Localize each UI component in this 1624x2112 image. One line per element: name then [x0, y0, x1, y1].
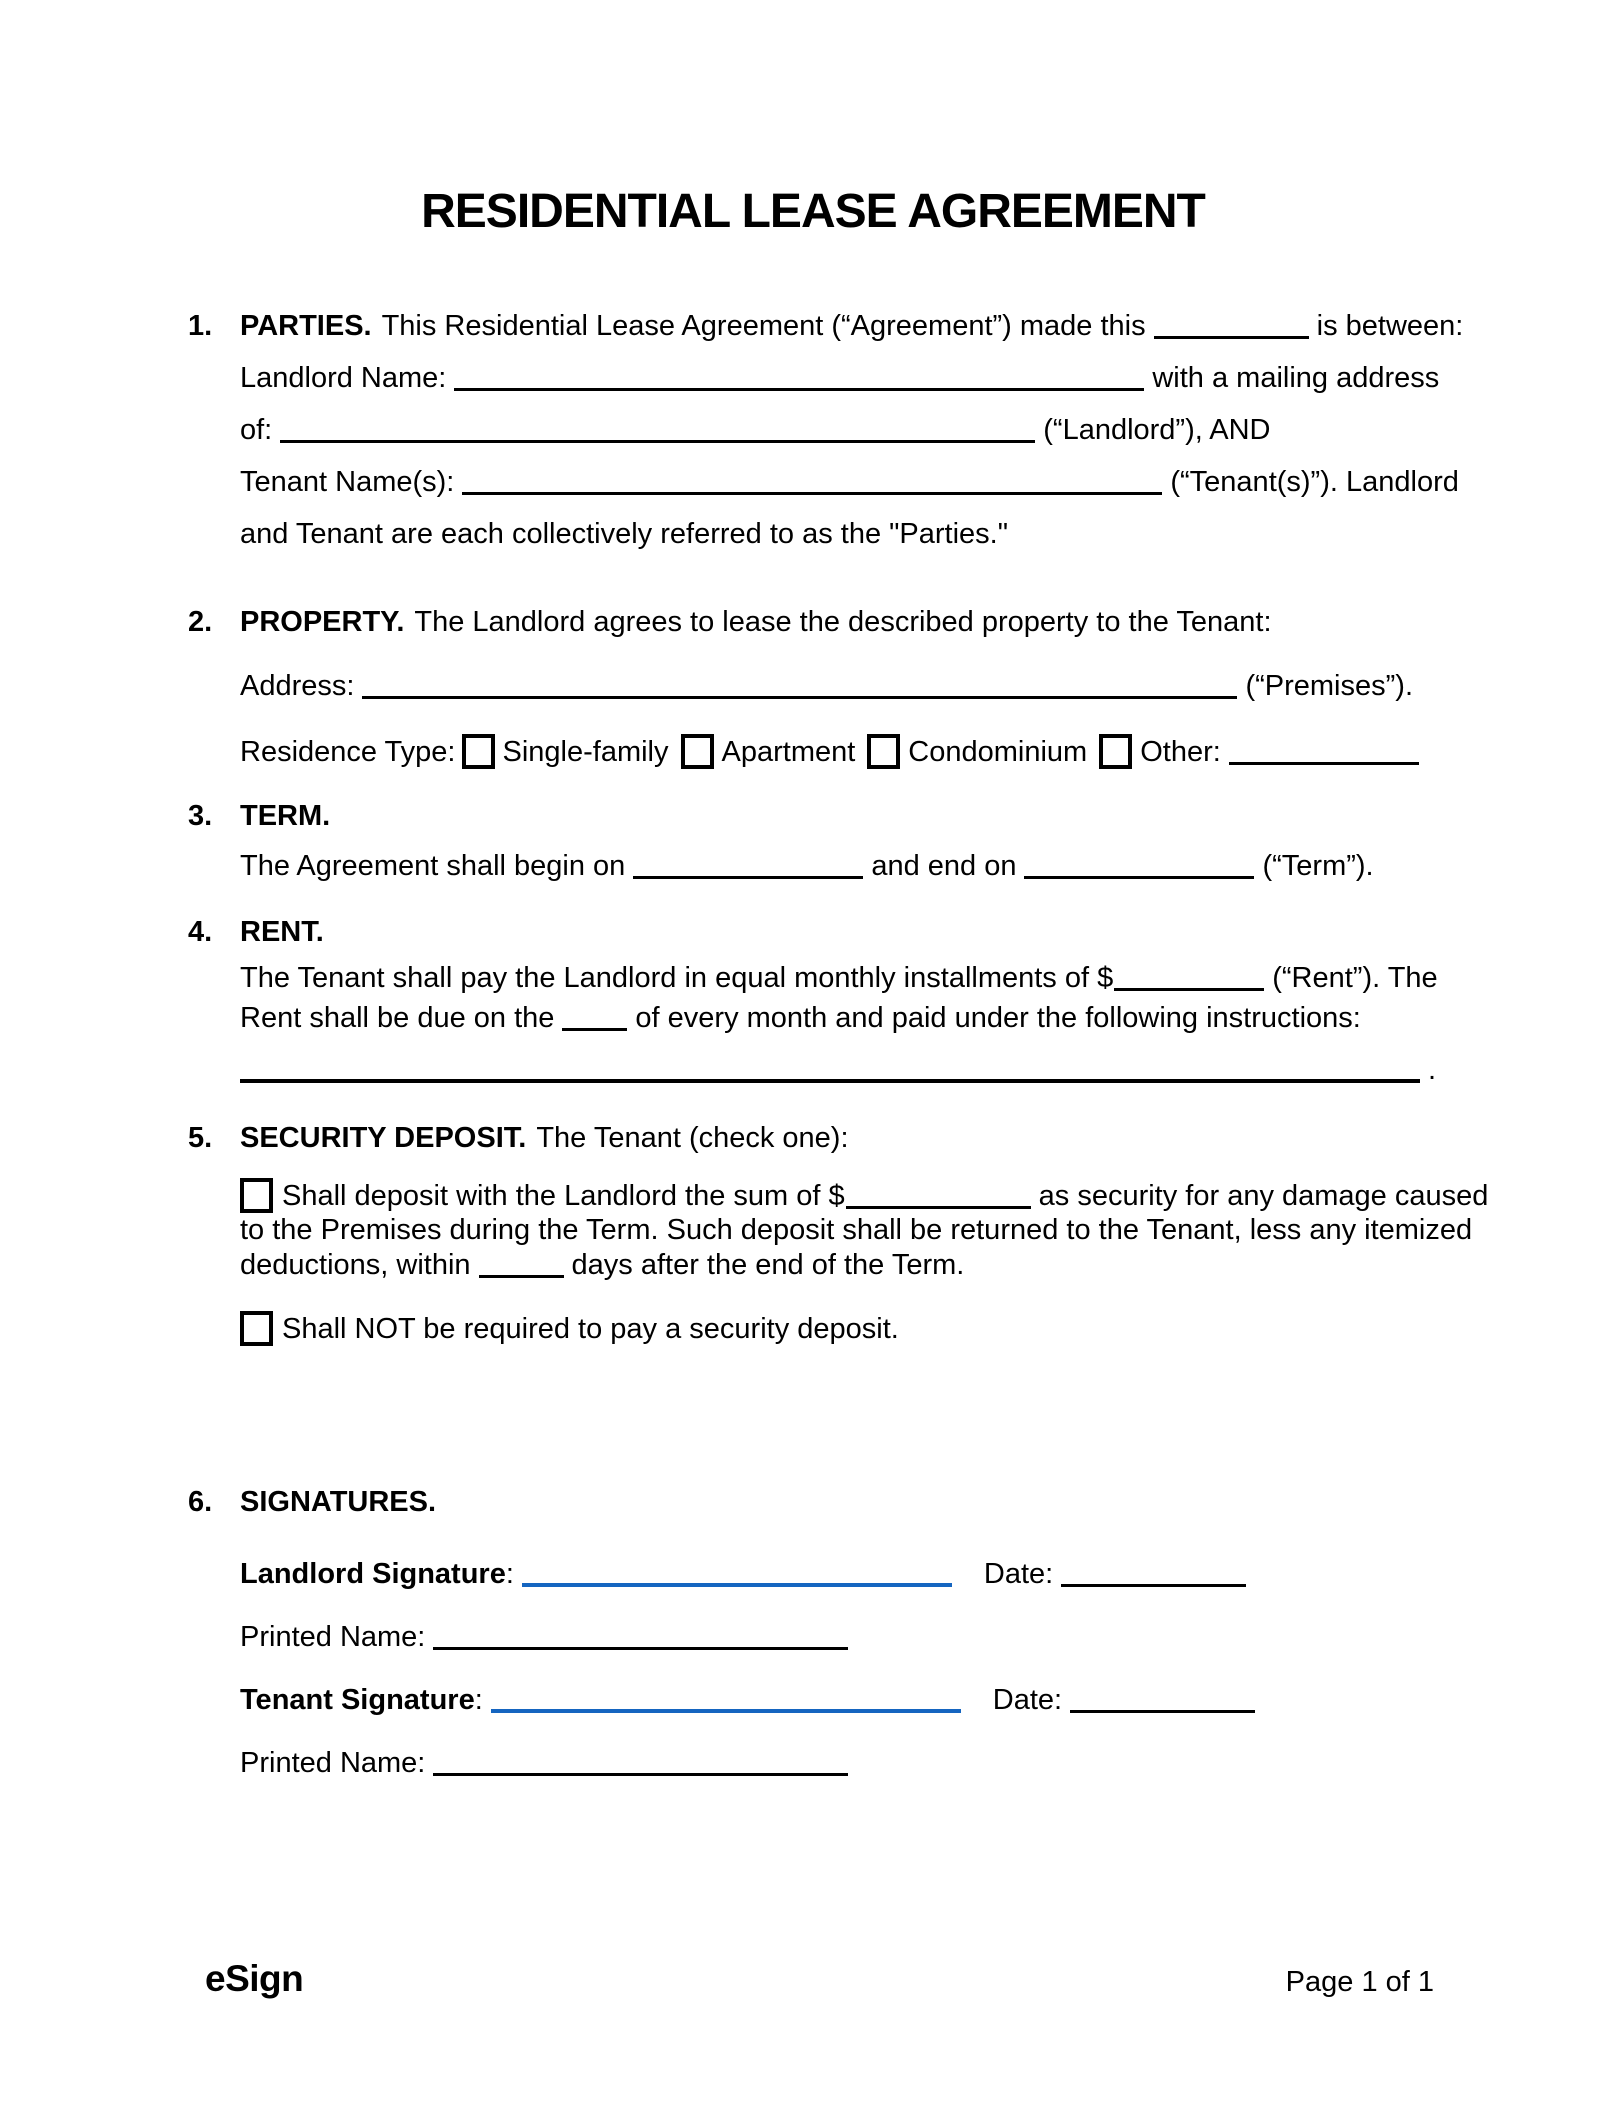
tenant-date-field[interactable]: [1070, 1683, 1255, 1713]
rent-instructions-text: of every month and paid under the following instructions:: [635, 1002, 1361, 1034]
rent-defined-tail: (“Rent”). The: [1272, 962, 1438, 994]
printed-name-label: Printed Name:: [240, 1621, 426, 1653]
property-address-line: [240, 660, 1438, 712]
term-defined-tail: (“Term”).: [1262, 850, 1374, 882]
landlord-name-field[interactable]: [454, 361, 1144, 391]
term-heading-label: TERM.: [240, 800, 331, 832]
landlord-signature-row: [240, 1548, 1438, 1600]
landlord-name-tail: with a mailing address: [1152, 362, 1440, 394]
term-heading-line: [240, 790, 1438, 842]
deposit-option-1: [240, 1178, 1489, 1283]
term-end-text: and end on: [871, 850, 1017, 882]
rent-line-1: [240, 958, 1438, 998]
deposit-term-end-text: days after the end of the Term.: [571, 1249, 965, 1281]
section-number: 3.: [188, 800, 213, 832]
option-label-apartment: Apartment: [721, 736, 856, 768]
parties-line-4: [240, 456, 1459, 508]
option-label-condominium: Condominium: [908, 736, 1088, 768]
section-signatures: [188, 1476, 1438, 1789]
section-security-deposit: [188, 1112, 1489, 1346]
tenant-names-label: Tenant Name(s):: [240, 466, 455, 498]
residence-type-label: Residence Type:: [240, 736, 456, 768]
label-colon: :: [474, 1684, 483, 1716]
mailing-address-label: of:: [240, 414, 273, 446]
page-footer: [205, 1958, 1434, 2000]
section-number: 6.: [188, 1486, 213, 1518]
section-number: 5.: [188, 1122, 213, 1154]
esign-logo: eSign: [205, 1958, 304, 1999]
deposit-option-2: [240, 1311, 1438, 1346]
deposit-amount-field[interactable]: [846, 1179, 1031, 1209]
deposit-days-field[interactable]: [479, 1248, 564, 1278]
landlord-address-field[interactable]: [280, 413, 1035, 443]
section-number: 1.: [188, 310, 213, 342]
parties-intro-tail: is between:: [1316, 310, 1464, 342]
deposit-return-text: to the Premises during the Term. Such deposit shall be returned to the Tenant, less any itemized: [240, 1214, 1473, 1246]
premises-tail: (“Premises”).: [1245, 670, 1413, 702]
landlord-printed-name-field[interactable]: [433, 1620, 848, 1650]
label-colon: :: [505, 1558, 514, 1590]
parties-line-2: [240, 352, 1438, 404]
deposit-deductions-text: deductions, within: [240, 1249, 471, 1281]
deposit-option-1-line-1: [240, 1178, 1489, 1213]
rent-line-3: [240, 1044, 1438, 1096]
landlord-signature-field[interactable]: [522, 1557, 952, 1587]
parties-line-5: [240, 508, 1438, 560]
landlord-printed-name-row: [240, 1611, 1438, 1663]
deposit-heading-text: The Tenant (check one):: [536, 1122, 849, 1154]
tenant-names-field[interactable]: [462, 465, 1162, 495]
tenant-signature-label: Tenant Signature: [240, 1684, 475, 1716]
rent-line-2: [240, 998, 1438, 1038]
property-address-field[interactable]: [362, 669, 1237, 699]
address-label: Address:: [240, 670, 355, 702]
checkbox-shall-deposit[interactable]: [240, 1178, 273, 1213]
rent-amount-field[interactable]: [1114, 961, 1264, 991]
tenant-printed-name-row: [240, 1737, 1438, 1789]
parties-line-3: [240, 404, 1438, 456]
signatures-heading-line: [240, 1476, 1438, 1528]
term-start-date-field[interactable]: [633, 849, 863, 879]
tenant-signature-field[interactable]: [491, 1683, 961, 1713]
rent-due-day-field[interactable]: [562, 1001, 627, 1031]
printed-name-label: Printed Name:: [240, 1747, 426, 1779]
landlord-name-label: Landlord Name:: [240, 362, 447, 394]
parties-heading-label: PARTIES.: [240, 310, 372, 342]
parties-closing-text: and Tenant are each collectively referred to as the "Parties.": [240, 518, 1009, 550]
parties-line-1: [240, 300, 1464, 352]
parties-intro-text: This Residential Lease Agreement (“Agreement”) made this: [381, 310, 1146, 342]
term-end-date-field[interactable]: [1024, 849, 1254, 879]
section-property: [188, 596, 1438, 778]
section-term: [188, 790, 1438, 890]
deposit-heading-line: [240, 1112, 1438, 1164]
checkbox-apartment[interactable]: [681, 734, 714, 769]
residence-type-line: [240, 726, 1438, 778]
landlord-date-field[interactable]: [1061, 1557, 1246, 1587]
checkbox-no-deposit[interactable]: [240, 1311, 273, 1346]
rent-line-3-period: .: [1428, 1054, 1437, 1086]
other-residence-field[interactable]: [1229, 735, 1419, 765]
date-label: Date:: [983, 1558, 1054, 1590]
section-rent: [188, 906, 1438, 1096]
checkbox-single-family[interactable]: [462, 734, 495, 769]
rent-heading-line: [240, 906, 1438, 958]
date-label: Date:: [992, 1684, 1063, 1716]
section-number: 4.: [188, 916, 213, 948]
payment-instructions-field[interactable]: [240, 1053, 1420, 1083]
term-begin-text: The Agreement shall begin on: [240, 850, 626, 882]
deposit-heading-label: SECURITY DEPOSIT.: [240, 1122, 527, 1154]
tenant-printed-name-field[interactable]: [433, 1746, 848, 1776]
landlord-signature-label: Landlord Signature: [240, 1558, 506, 1590]
document-title: RESIDENTIAL LEASE AGREEMENT: [421, 185, 1205, 238]
term-body-line: [240, 842, 1438, 890]
rent-amount-text: The Tenant shall pay the Landlord in equal monthly installments of $: [240, 962, 1114, 994]
section-number: 2.: [188, 606, 213, 638]
deposit-sum-text: Shall deposit with the Landlord the sum of $: [282, 1180, 845, 1212]
no-deposit-text: Shall NOT be required to pay a security deposit.: [282, 1313, 899, 1345]
deposit-option-1-line-3: [240, 1248, 1438, 1283]
deposit-option-1-line-2: [240, 1213, 1473, 1248]
made-this-date-field[interactable]: [1154, 309, 1309, 339]
rent-due-text: Rent shall be due on the: [240, 1002, 555, 1034]
option-label-other: Other:: [1140, 736, 1221, 768]
property-heading-text: The Landlord agrees to lease the described property to the Tenant:: [414, 606, 1272, 638]
page-number-label: Page 1 of 1: [1285, 1966, 1434, 1998]
section-parties: [188, 300, 1464, 560]
checkbox-other[interactable]: [1099, 734, 1132, 769]
property-heading-label: PROPERTY.: [240, 606, 405, 638]
landlord-defined-tail: (“Landlord”), AND: [1043, 414, 1271, 446]
document-content: [0, 184, 1624, 1789]
option-label-single-family: Single-family: [502, 736, 669, 768]
signatures-heading-label: SIGNATURES.: [240, 1486, 437, 1518]
checkbox-condominium[interactable]: [867, 734, 900, 769]
tenant-signature-row: [240, 1674, 1438, 1726]
rent-heading-label: RENT.: [240, 916, 324, 948]
tenant-defined-tail: (“Tenant(s)”). Landlord: [1170, 466, 1459, 498]
deposit-security-text: as security for any damage caused: [1038, 1180, 1489, 1212]
property-heading-line: [240, 596, 1438, 648]
